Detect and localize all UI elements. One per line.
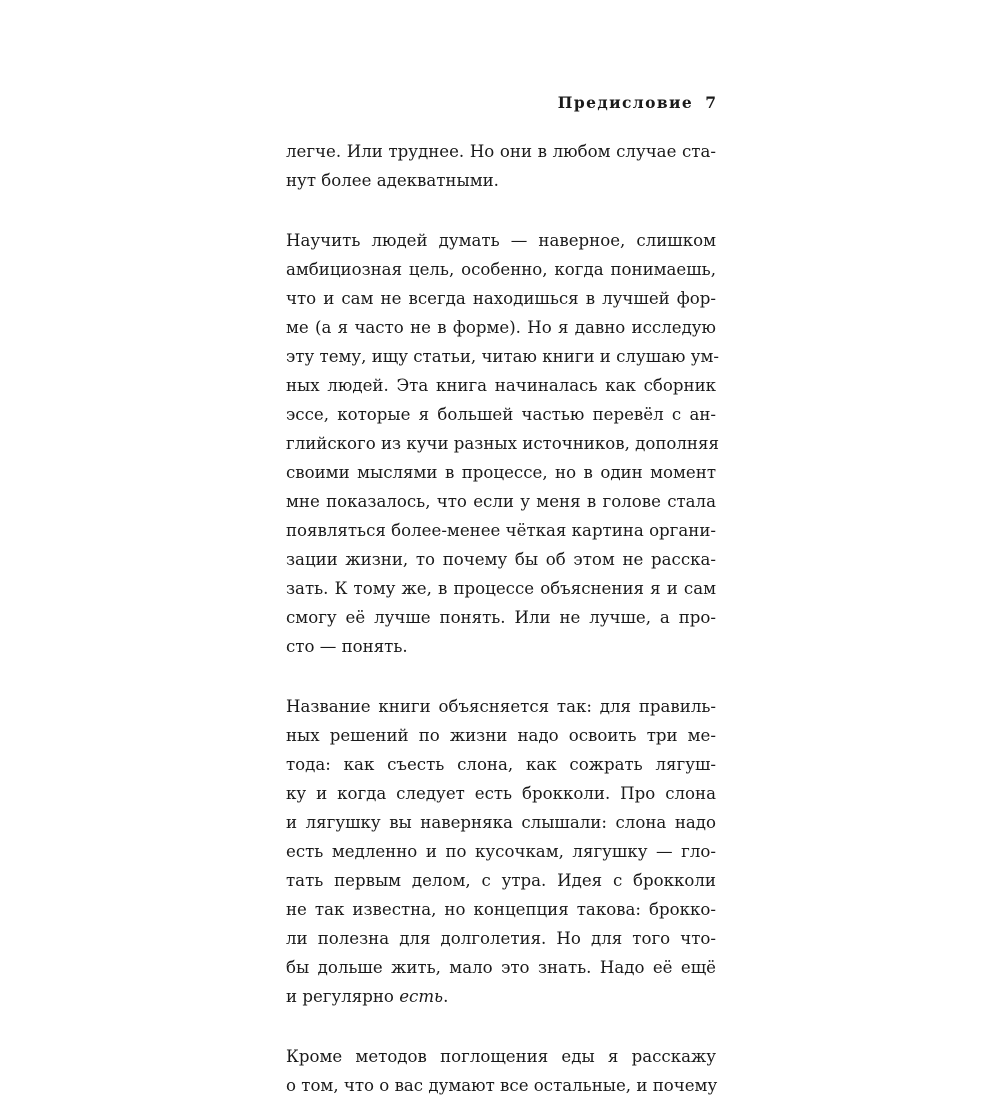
running-head bbox=[286, 91, 716, 115]
text-line-emphasis bbox=[286, 982, 716, 1011]
text-line: что и сам не всегда находишься в лучшей фор- bbox=[286, 289, 716, 308]
text-line: амбициозная цель, особенно, когда понимаешь, bbox=[286, 260, 716, 279]
text-line: сто — понять. bbox=[286, 637, 408, 656]
text-line: ку и когда следует есть брокколи. Про слона bbox=[286, 784, 716, 803]
text-line: зации жизни, то почему бы об этом не расска- bbox=[286, 550, 716, 569]
text-line: ных людей. Эта книга начиналась как сборник bbox=[286, 376, 716, 395]
text-line: Научить людей думать — наверное, слишком bbox=[286, 231, 716, 250]
text-line: бы дольше жить, мало это знать. Надо её ещё bbox=[286, 958, 716, 977]
text-line: есть медленно и по кусочкам, лягушку — гло- bbox=[286, 842, 716, 861]
chapter-title: Предисловие bbox=[557, 93, 694, 112]
text-line: мне показалось, что если у меня в голове стала bbox=[286, 492, 716, 511]
paragraph-2 bbox=[286, 226, 720, 661]
text-line: своими мыслями в процессе, но в один момент bbox=[286, 463, 716, 482]
text-line: эссе, которые я большей частью перевёл с ан- bbox=[286, 405, 716, 424]
text-line: нут более адекватными. bbox=[286, 171, 499, 190]
text-line: ных решений по жизни надо освоить три ме- bbox=[286, 726, 716, 745]
text-line: Кроме методов поглощения еды я расскажу bbox=[286, 1047, 716, 1066]
text-line: глийского из кучи разных источников, дополняя bbox=[286, 434, 719, 453]
text-line: появляться более-менее чёткая картина органи- bbox=[286, 521, 716, 540]
text-line: не так известна, но концепция такова: брокко- bbox=[286, 900, 716, 919]
text-line: зать. К тому же, в процессе объяснения я и сам bbox=[286, 579, 716, 598]
text-line: Название книги объясняется так: для правиль- bbox=[286, 697, 716, 716]
text-fragment: и регулярно bbox=[286, 987, 400, 1006]
text-line: о том, что о вас думают все остальные, и почему bbox=[286, 1076, 718, 1095]
text-line: и лягушку вы наверняка слышали: слона надо bbox=[286, 813, 716, 832]
text-line: ме (а я часто не в форме). Но я давно исследую bbox=[286, 318, 716, 337]
page-number: 7 bbox=[705, 93, 716, 112]
paragraph-3 bbox=[286, 692, 716, 1011]
text-line: ли полезна для долголетия. Но для того что- bbox=[286, 929, 716, 948]
paragraph-4 bbox=[286, 1042, 716, 1100]
text-line: смогу её лучше понять. Или не лучше, а про- bbox=[286, 608, 716, 627]
text-line: тать первым делом, с утра. Идея с брокколи bbox=[286, 871, 716, 890]
emphasized-word: есть bbox=[399, 987, 444, 1006]
text-line: тода: как съесть слона, как сожрать лягуш- bbox=[286, 755, 716, 774]
text-fragment: . bbox=[443, 987, 449, 1006]
text-line: легче. Или труднее. Но они в любом случае ста- bbox=[286, 142, 716, 161]
paragraph-1 bbox=[286, 137, 716, 195]
body-text bbox=[286, 137, 720, 1100]
text-line: эту тему, ищу статьи, читаю книги и слушаю ум- bbox=[286, 347, 720, 366]
